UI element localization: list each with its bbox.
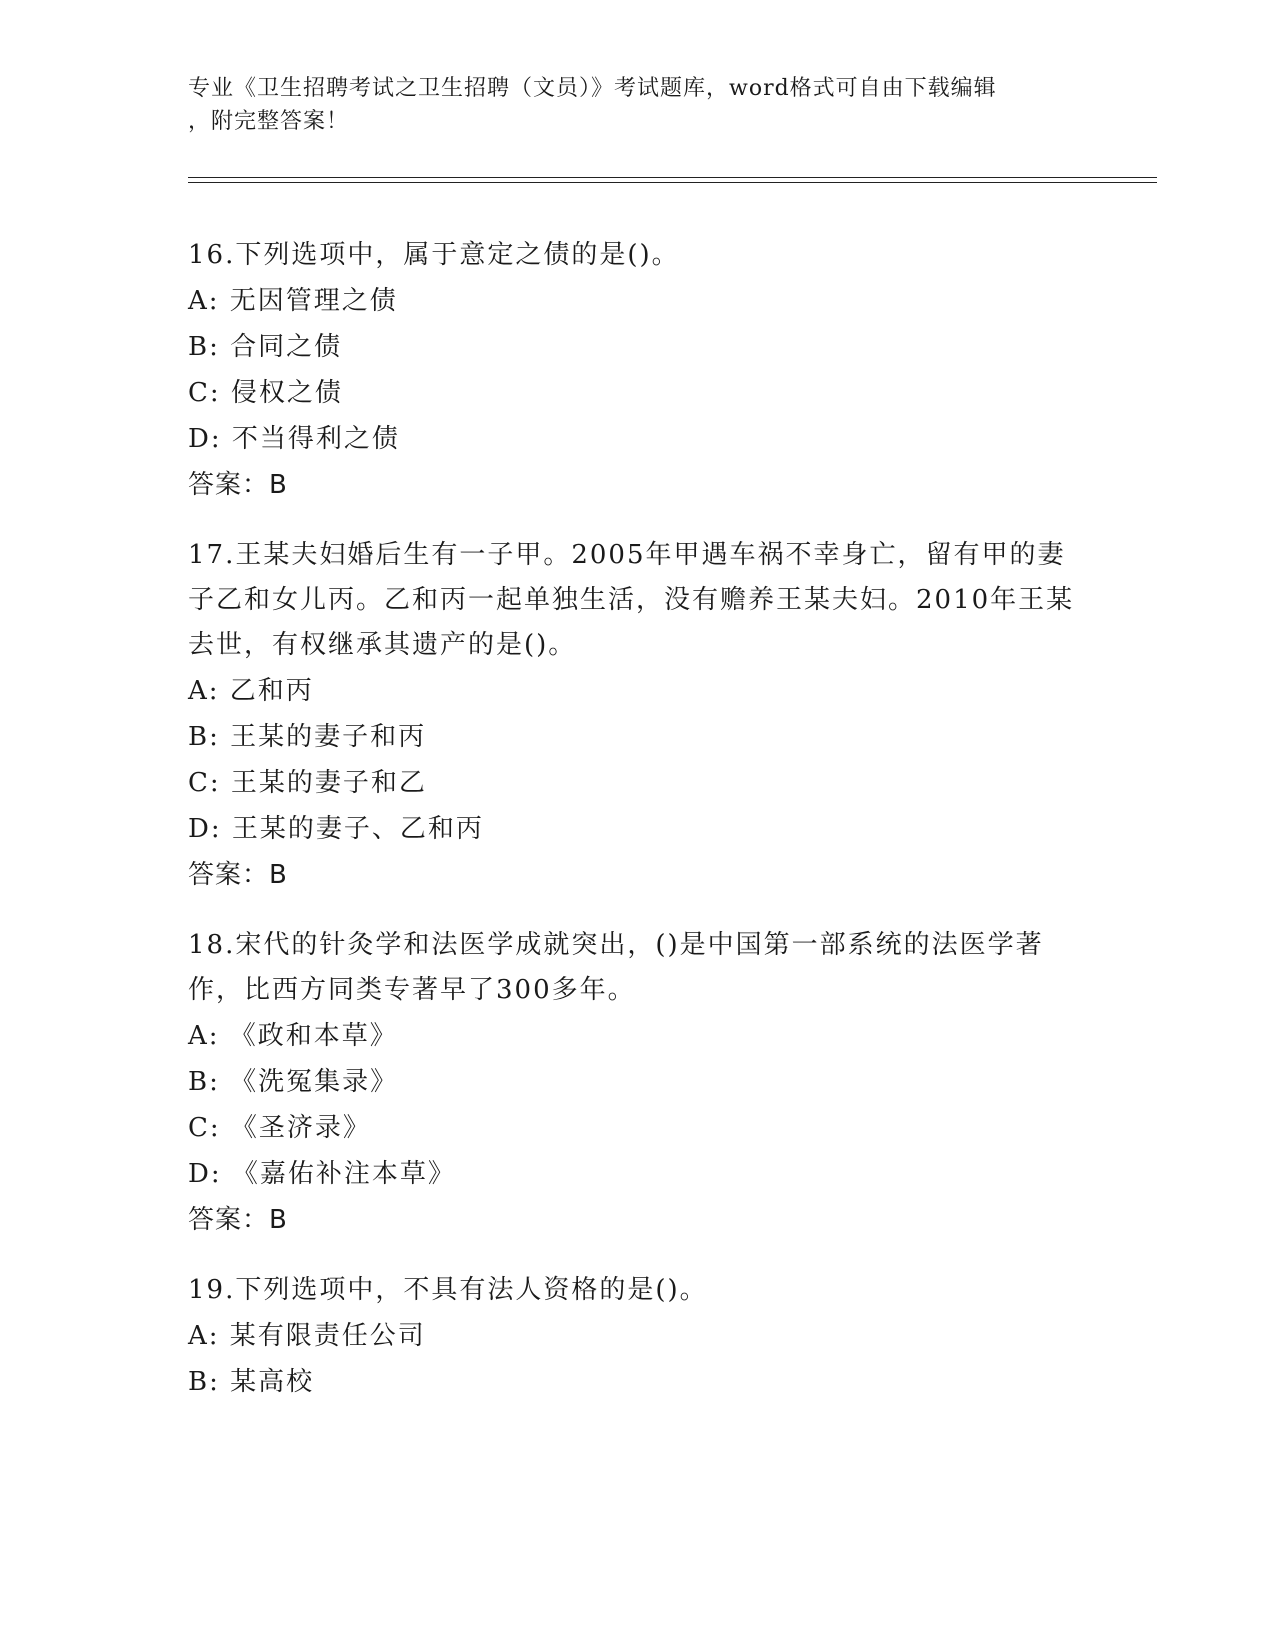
option-a: A: 某有限责任公司	[188, 1321, 426, 1351]
question-16	[188, 233, 1088, 508]
option-d: D: 不当得利之债	[188, 424, 400, 454]
question-18	[188, 923, 1088, 1243]
question-stem: 18.宋代的针灸学和法医学成就突出，()是中国第一部系统的法医学著作，比西方同类专著早了300多年。	[188, 930, 1044, 1005]
option-b: B: 合同之债	[188, 332, 343, 362]
question-stem: 17.王某夫妇婚后生有一子甲。2005年甲遇车祸不幸身亡，留有甲的妻子乙和女儿丙。乙和丙一起单独生活，没有赡养王某夫妇。2010年王某去世，有权继承其遗产的是()。	[188, 540, 1075, 660]
option-d: D: 《嘉佑补注本草》	[188, 1159, 456, 1189]
answer-line: 答案：B	[188, 860, 288, 890]
option-b: B: 王某的妻子和丙	[188, 722, 427, 752]
option-b: B: 某高校	[188, 1367, 315, 1397]
header-divider-top	[188, 177, 1157, 178]
answer-line: 答案：B	[188, 1205, 288, 1235]
option-a: A: 无因管理之债	[188, 286, 398, 316]
question-stem: 16.下列选项中，属于意定之债的是()。	[188, 240, 680, 270]
document-header	[188, 72, 1078, 138]
answer-line: 答案：B	[188, 470, 288, 500]
option-c: C: 《圣济录》	[188, 1113, 371, 1143]
option-d: D: 王某的妻子、乙和丙	[188, 814, 484, 844]
question-stem: 19.下列选项中，不具有法人资格的是()。	[188, 1275, 708, 1305]
question-list	[188, 233, 1088, 1430]
question-19	[188, 1268, 1088, 1405]
option-a: A: 《政和本草》	[188, 1021, 398, 1051]
option-b: B: 《洗冤集录》	[188, 1067, 399, 1097]
header-divider-bottom	[188, 182, 1157, 183]
header-line-2: ，附完整答案！	[188, 109, 350, 134]
question-17	[188, 533, 1088, 898]
option-c: C: 王某的妻子和乙	[188, 768, 427, 798]
option-a: A: 乙和丙	[188, 676, 314, 706]
header-line-1: 专业《卫生招聘考试之卫生招聘（文员）》考试题库，word格式可自由下载编辑	[188, 76, 997, 101]
option-c: C: 侵权之债	[188, 378, 343, 408]
